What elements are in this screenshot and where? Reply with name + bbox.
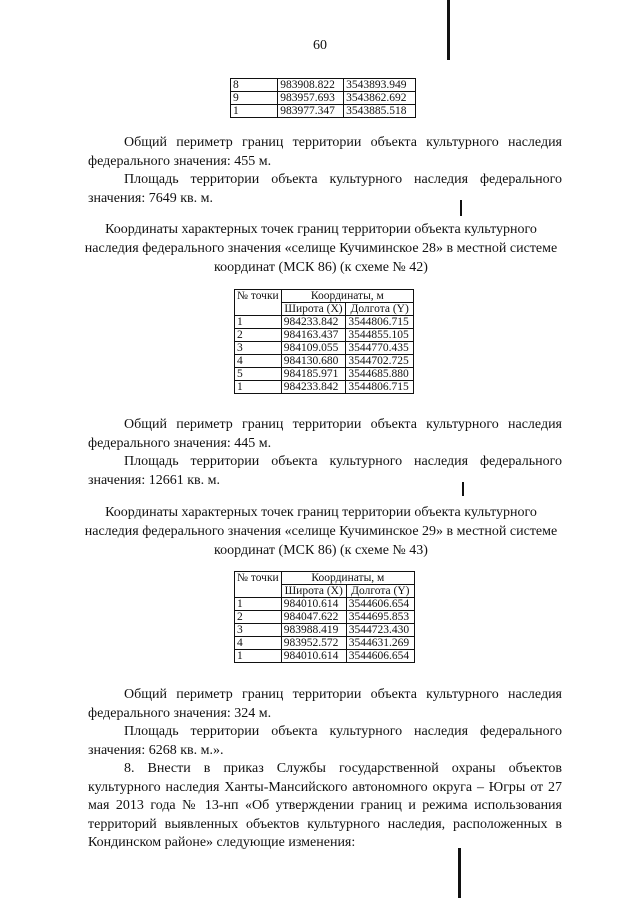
longitude-cell: 3544685.880 <box>346 368 414 381</box>
coordinates-table-43 <box>234 571 415 663</box>
longitude-cell: 3543885.518 <box>344 105 416 118</box>
longitude-cell: 3544770.435 <box>346 342 414 355</box>
latitude-cell: 983952.572 <box>281 637 346 650</box>
page-number: 60 <box>313 38 327 53</box>
longitude-cell: 3543893.949 <box>344 79 416 92</box>
point-number-cell: 3 <box>235 342 282 355</box>
latitude-cell: 984047.622 <box>281 611 346 624</box>
point-number-cell: 3 <box>235 624 282 637</box>
latitude-cell: 984185.971 <box>281 368 346 381</box>
scan-artifact-line-mid1 <box>460 200 462 216</box>
latitude-cell: 983977.347 <box>278 105 344 118</box>
latitude-cell: 984233.842 <box>281 316 346 329</box>
longitude-cell: 3544631.269 <box>346 637 414 650</box>
table-row <box>235 381 414 394</box>
table-row <box>235 316 414 329</box>
coordinates-table-42 <box>234 289 414 394</box>
longitude-cell: 3544806.715 <box>346 316 414 329</box>
point-number-cell: 8 <box>231 79 278 92</box>
header-point: № точки <box>235 290 282 316</box>
latitude-cell: 983908.822 <box>278 79 344 92</box>
table-row <box>235 611 415 624</box>
point-number-cell: 1 <box>235 381 282 394</box>
latitude-cell: 983988.419 <box>281 624 346 637</box>
header-lat: Широта (X) <box>281 303 346 316</box>
perimeter-text-3: Общий периметр границ территории объекта культурного наследия федерального значения: 324 м. <box>88 687 562 721</box>
scan-artifact-line-bottom <box>458 848 461 898</box>
table-row <box>231 105 416 118</box>
longitude-cell: 3544702.725 <box>346 355 414 368</box>
point-number-cell: 1 <box>231 105 278 118</box>
longitude-cell: 3544695.853 <box>346 611 414 624</box>
section-heading-3: Координаты характерных точек границ территории объекта культурного наследия федерального значения «селище Кучиминское 29» в местной системе координат (МСК 86) (к схеме № 43) <box>84 505 558 558</box>
perimeter-text-1: Общий периметр границ территории объекта культурного наследия федерального значения: 455 м. <box>88 135 562 169</box>
area-text-2: Площадь территории объекта культурного наследия федерального значения: 12661 кв. м. <box>88 454 562 488</box>
item-8-paragraph: 8. Внести в приказ Службы государственной охраны объектов культурного наследия Ханты-Мансийского автономного округа – Югры от 27 мая 2013 года № 13-нп «Об утверждении границ и режима использования территорий выявленных объектов культурного наследия, расположенных в Кондинском районе» следующие изменения: <box>88 761 562 850</box>
latitude-cell: 984109.055 <box>281 342 346 355</box>
table-row <box>231 79 416 92</box>
point-number-cell: 1 <box>235 598 282 611</box>
longitude-cell: 3544806.715 <box>346 381 414 394</box>
perimeter-text-2: Общий периметр границ территории объекта культурного наследия федерального значения: 445 м. <box>88 417 562 451</box>
header-coords: Координаты, м <box>281 572 414 585</box>
header-lon: Долгота (Y) <box>346 585 414 598</box>
table-row <box>231 92 416 105</box>
longitude-cell: 3544855.105 <box>346 329 414 342</box>
scan-artifact-line-top <box>447 0 450 60</box>
header-lon: Долгота (Y) <box>346 303 414 316</box>
point-number-cell: 4 <box>235 637 282 650</box>
table-row <box>235 624 415 637</box>
scan-artifact-line-mid2 <box>462 482 464 496</box>
point-number-cell: 4 <box>235 355 282 368</box>
table-row <box>235 342 414 355</box>
coordinates-table-continuation <box>230 78 416 118</box>
latitude-cell: 984010.614 <box>281 598 346 611</box>
table-row <box>235 329 414 342</box>
latitude-cell: 984163.437 <box>281 329 346 342</box>
header-point: № точки <box>235 572 282 598</box>
header-lat: Широта (X) <box>281 585 346 598</box>
point-number-cell: 5 <box>235 368 282 381</box>
table-row <box>235 355 414 368</box>
table-row <box>235 650 415 663</box>
point-number-cell: 1 <box>235 316 282 329</box>
longitude-cell: 3544606.654 <box>346 598 414 611</box>
table-row <box>235 598 415 611</box>
point-number-cell: 9 <box>231 92 278 105</box>
latitude-cell: 984233.842 <box>281 381 346 394</box>
longitude-cell: 3544723.430 <box>346 624 414 637</box>
latitude-cell: 984010.614 <box>281 650 346 663</box>
point-number-cell: 2 <box>235 329 282 342</box>
table-row <box>235 368 414 381</box>
point-number-cell: 1 <box>235 650 282 663</box>
table-row <box>235 637 415 650</box>
latitude-cell: 983957.693 <box>278 92 344 105</box>
longitude-cell: 3543862.692 <box>344 92 416 105</box>
area-text-3: Площадь территории объекта культурного наследия федерального значения: 6268 кв. м.». <box>88 724 562 758</box>
section-heading-2: Координаты характерных точек границ территории объекта культурного наследия федерального значения «селище Кучиминское 28» в местной системе координат (МСК 86) (к схеме № 42) <box>84 222 558 275</box>
area-text-1: Площадь территории объекта культурного наследия федерального значения: 7649 кв. м. <box>88 172 562 206</box>
header-coords: Координаты, м <box>281 290 413 303</box>
longitude-cell: 3544606.654 <box>346 650 414 663</box>
latitude-cell: 984130.680 <box>281 355 346 368</box>
point-number-cell: 2 <box>235 611 282 624</box>
